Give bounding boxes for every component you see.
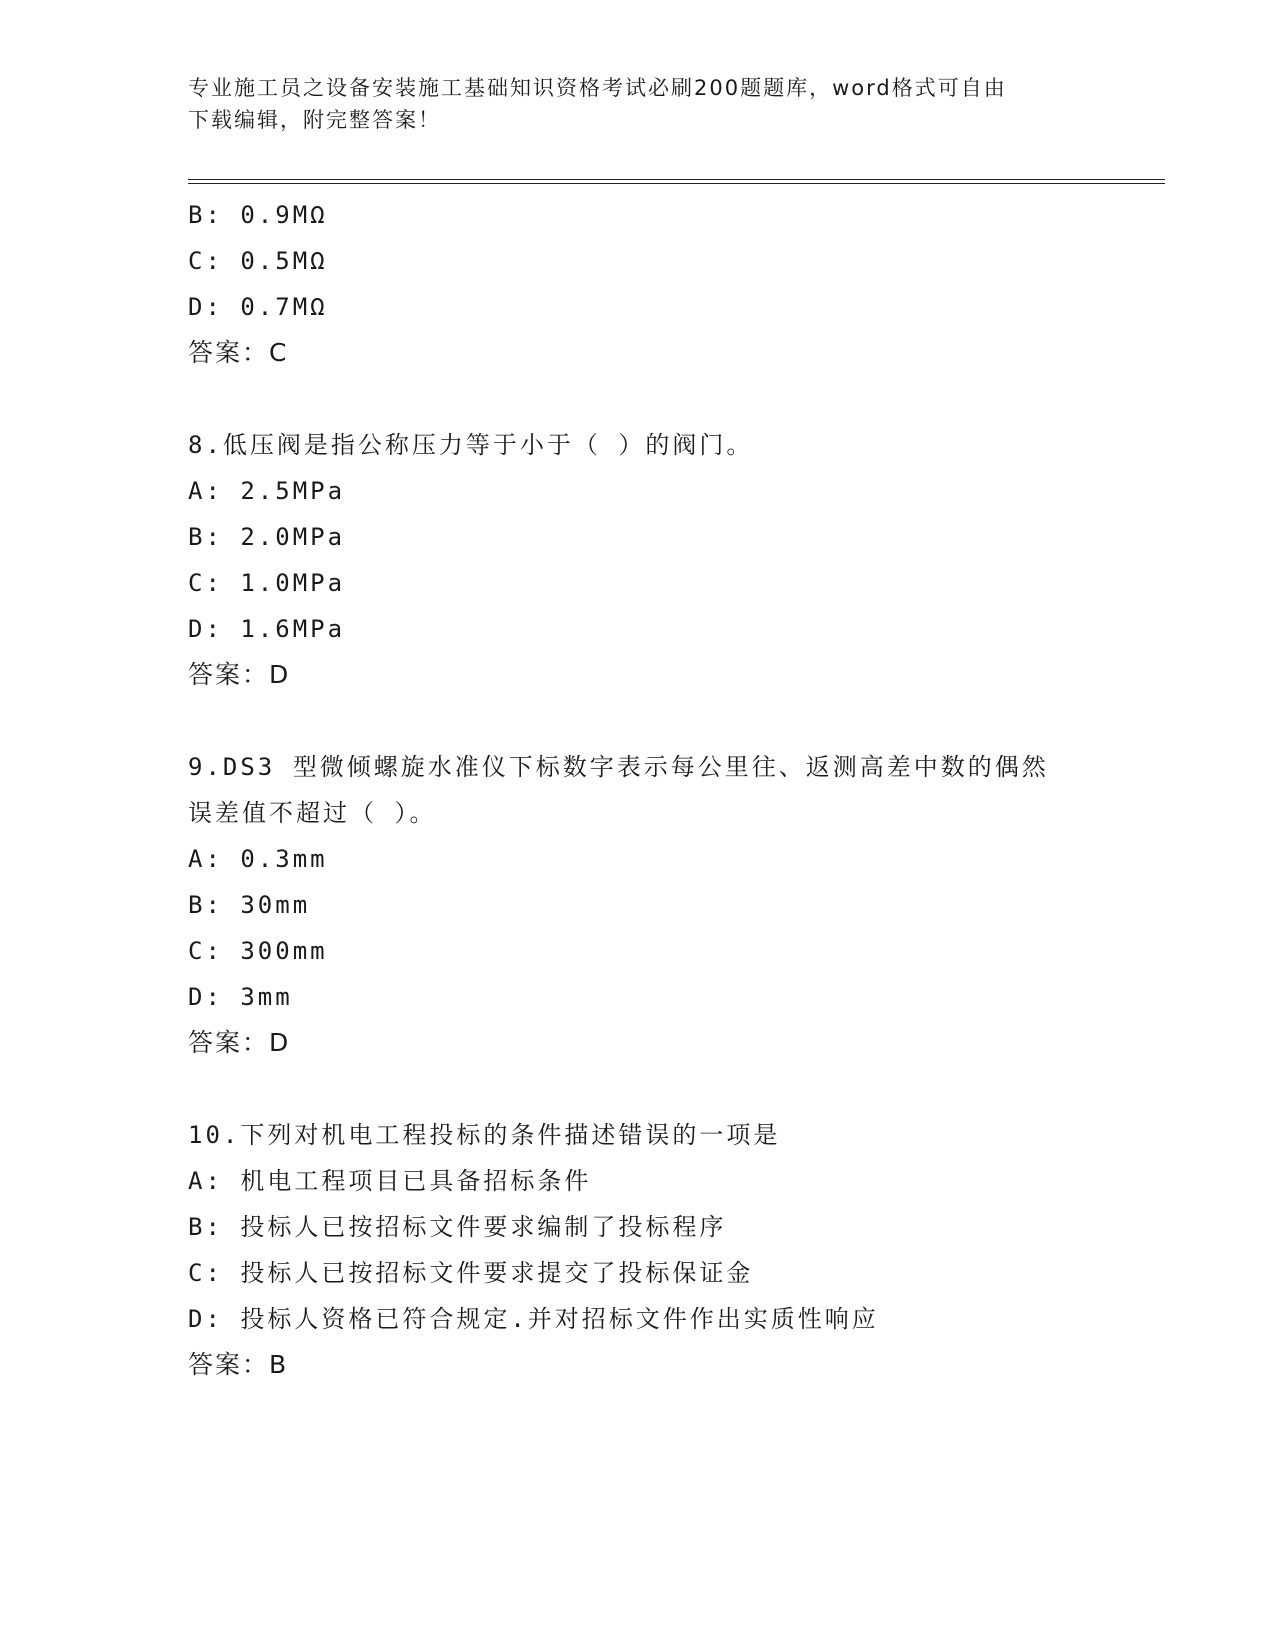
option-a: A: 2.5MPa (188, 477, 346, 505)
question-block-10 (188, 1112, 1148, 1388)
answer-line: 答案：B (188, 1350, 289, 1379)
page-header (188, 72, 1088, 136)
option-a: A: 机电工程项目已具备招标条件 (188, 1167, 592, 1195)
question-block-8 (188, 422, 1148, 698)
option-c: C: 投标人已按招标文件要求提交了投标保证金 (188, 1259, 754, 1287)
option-b: B: 0.9MΩ (188, 201, 328, 229)
question-spacer (188, 376, 1148, 422)
header-divider (188, 179, 1165, 184)
option-d: D: 0.7MΩ (188, 293, 328, 321)
option-d: D: 投标人资格已符合规定.并对招标文件作出实质性响应 (188, 1305, 879, 1333)
answer-line: 答案：D (188, 1028, 291, 1057)
question-spacer (188, 698, 1148, 744)
header-title-line-1: 专业施工员之设备安装施工基础知识资格考试必刷200题题库，word格式可自由 (188, 76, 1007, 100)
option-d: D: 1.6MPa (188, 615, 346, 643)
option-d: D: 3mm (188, 983, 293, 1011)
header-title-line-2: 下载编辑，附完整答案！ (188, 108, 441, 132)
answer-line: 答案：C (188, 338, 289, 367)
question-text-line-2: 误差值不超过（ ）。 (188, 799, 437, 827)
question-block-7 (188, 192, 1148, 376)
option-c: C: 0.5MΩ (188, 247, 328, 275)
option-c: C: 300mm (188, 937, 328, 965)
answer-line: 答案：D (188, 660, 291, 689)
option-b: B: 2.0MPa (188, 523, 346, 551)
question-list (188, 192, 1148, 1388)
question-text: 10.下列对机电工程投标的条件描述错误的一项是 (188, 1121, 781, 1149)
question-text-line-1: 9.DS3 型微倾螺旋水准仪下标数字表示每公里往、返测高差中数的偶然 (188, 753, 1049, 781)
option-b: B: 30mm (188, 891, 311, 919)
option-b: B: 投标人已按招标文件要求编制了投标程序 (188, 1213, 727, 1241)
question-spacer (188, 1066, 1148, 1112)
option-a: A: 0.3mm (188, 845, 328, 873)
question-block-9 (188, 744, 1148, 1066)
question-text: 8.低压阀是指公称压力等于小于（ ）的阀门。 (188, 431, 754, 459)
option-c: C: 1.0MPa (188, 569, 346, 597)
